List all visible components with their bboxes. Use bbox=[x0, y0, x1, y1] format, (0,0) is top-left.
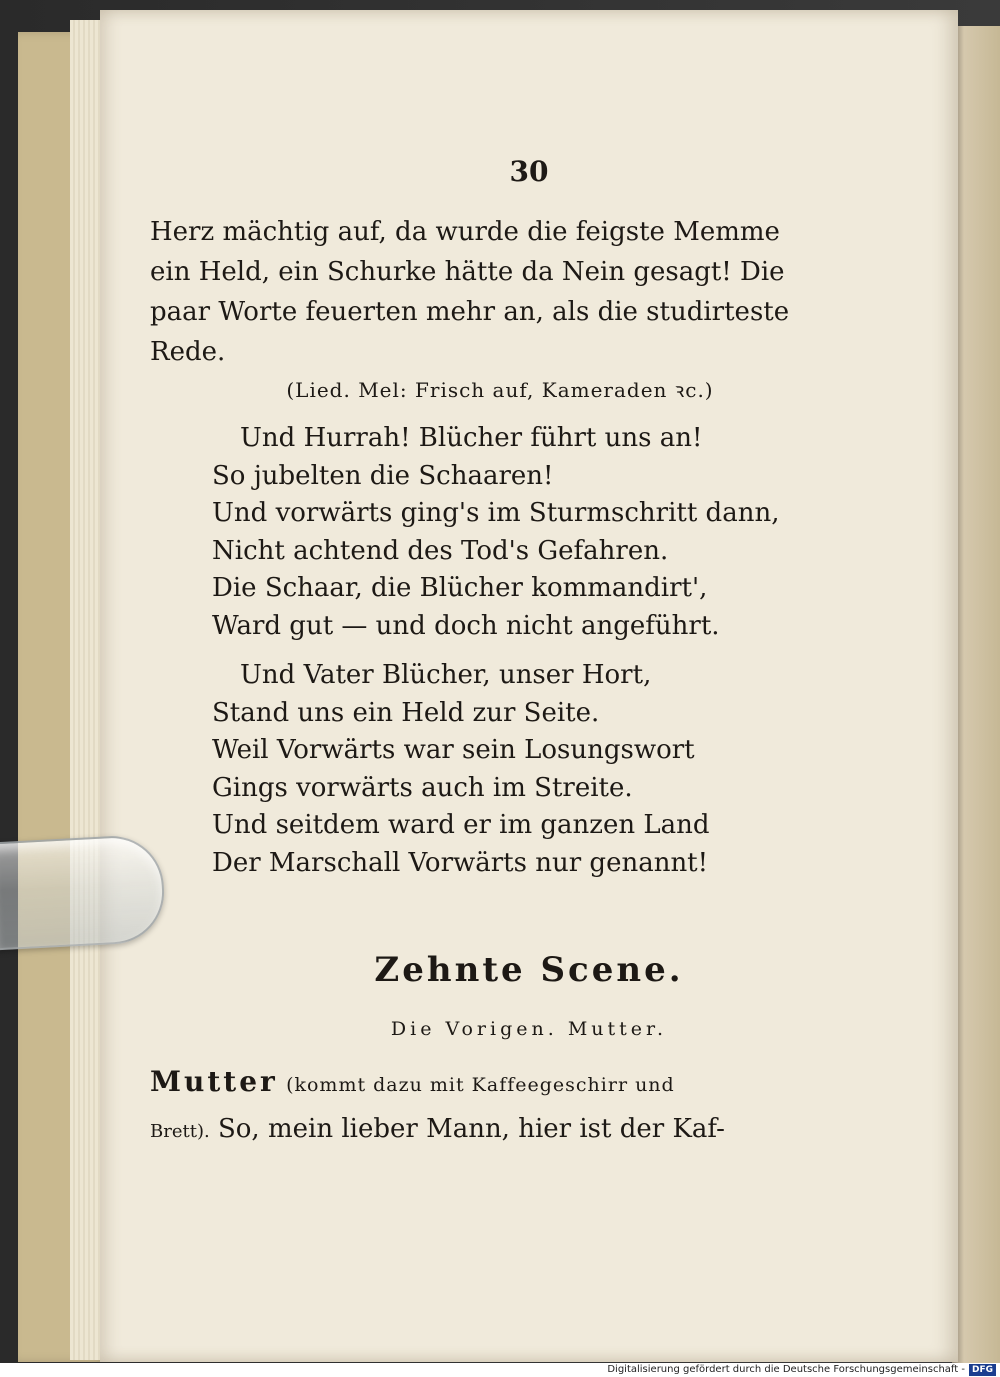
dfg-logo-icon: DFG bbox=[969, 1364, 996, 1376]
prose-line: paar Worte feuerten mehr an, als die studirteste bbox=[150, 297, 790, 327]
verse-line: Ward gut — und doch nicht angeführt. bbox=[212, 610, 720, 641]
stage-direction-end: Brett). bbox=[150, 1121, 210, 1142]
page-number: 30 bbox=[509, 155, 549, 188]
speaker-name: Mutter bbox=[150, 1065, 278, 1098]
verse-line: Nicht achtend des Tod's Gefahren. bbox=[212, 535, 669, 566]
verse-line: Und seitdem ward er im ganzen Land bbox=[212, 810, 710, 840]
dialogue-line bbox=[150, 1060, 870, 1107]
dialogue-text: So, mein lieber Mann, hier ist der Kaf- bbox=[217, 1114, 725, 1144]
prose-line: ein Held, ein Schurke hätte da Nein gesagt! Die bbox=[150, 257, 785, 287]
song-header: (Lied. Mel: Frisch auf, Kameraden ꝛc.) bbox=[286, 378, 714, 402]
verse-stanza-2 bbox=[212, 657, 872, 882]
verse-stanza-1 bbox=[212, 420, 872, 645]
verse-line: Weil Vorwärts war sein Losungswort bbox=[212, 735, 695, 765]
verse-line: Der Marschall Vorwärts nur genannt! bbox=[212, 847, 709, 878]
verse-line: Die Schaar, die Blücher kommandirt', bbox=[212, 573, 708, 603]
facing-page-edge bbox=[952, 26, 1000, 1363]
cast-list: Die Vorigen. Mutter. bbox=[390, 1018, 668, 1040]
verse-line: Und Hurrah! Blücher führt uns an! bbox=[240, 423, 703, 453]
stage-direction: (kommt dazu mit Kaffeegeschirr und bbox=[286, 1074, 675, 1096]
prose-paragraph bbox=[150, 212, 870, 372]
verse-line: Und Vater Blücher, unser Hort, bbox=[240, 660, 652, 690]
plastic-page-clip bbox=[0, 834, 167, 951]
digitization-footer bbox=[0, 1363, 1000, 1377]
footer-credit: Digitalisierung gefördert durch die Deutsche Forschungsgemeinschaft - bbox=[607, 1364, 965, 1375]
verse-line: Gings vorwärts auch im Streite. bbox=[212, 772, 633, 803]
scene-title: Zehnte Scene. bbox=[374, 950, 684, 990]
prose-line: Herz mächtig auf, da wurde die feigste Memme bbox=[150, 217, 780, 247]
dialogue-block bbox=[150, 1060, 870, 1154]
dialogue-line bbox=[150, 1107, 870, 1154]
prose-line: Rede. bbox=[150, 337, 226, 367]
verse-line: Stand uns ein Held zur Seite. bbox=[212, 697, 600, 728]
verse-line: Und vorwärts ging's im Sturmschritt dann, bbox=[212, 498, 780, 528]
verse-line: So jubelten die Schaaren! bbox=[212, 460, 554, 491]
